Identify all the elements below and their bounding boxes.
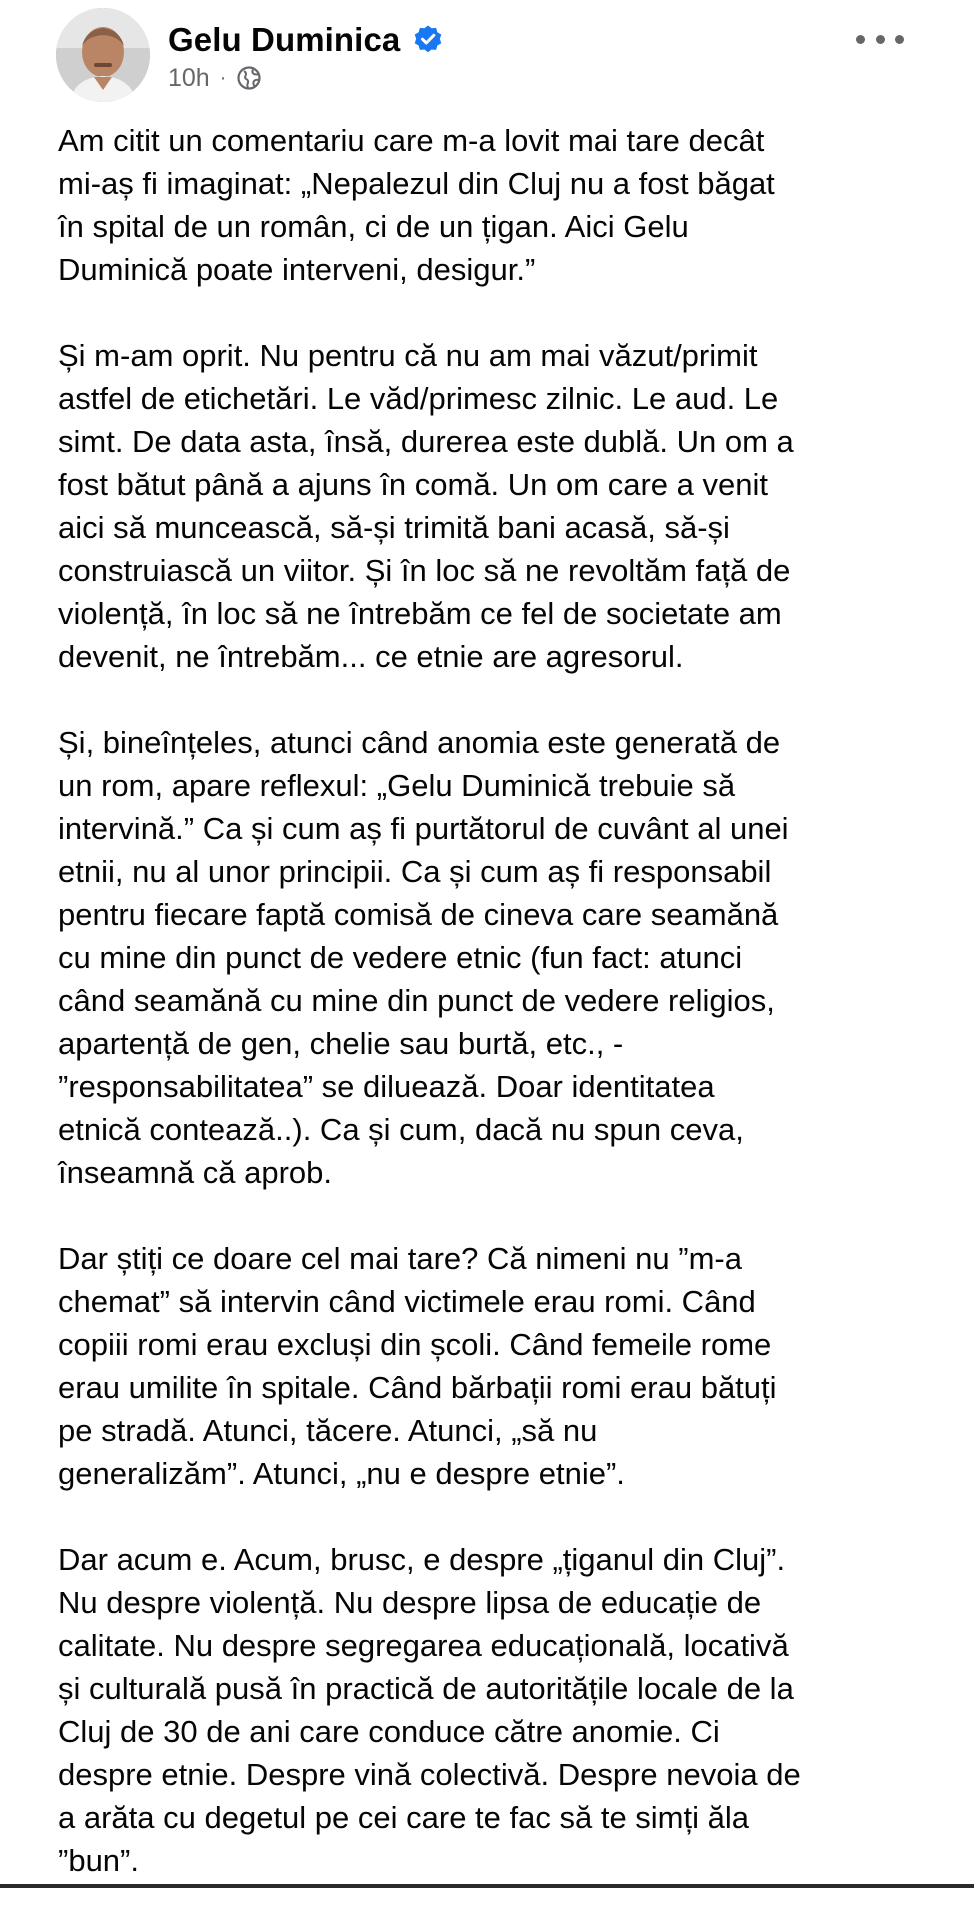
post-paragraph: Am citit un comentariu care m-a lovit mai tare decât mi-aș fi imaginat: „Nepalezul din Cluj nu a fost băgat în spital de un român, ci de un țigan. Aici Gelu Duminică poate interveni, desigur.” [58,123,775,287]
post-text [58,119,858,1925]
post-paragraph: Și, bineînțeles, atunci când anomia este generată de un rom, apare reflexul: „Gelu Duminică trebuie să intervină.” Ca și cum aș fi purtătorul de cuvânt al unei etnii, nu al unor principii. Ca și cum aș fi responsabil pentru fiecare faptă comisă de cineva care seamănă cu mine din punct de vedere etnic (fun fact: atunci când seamănă cu mine din punct de vedere religios, apartență de gen, chelie sau burtă, etc., - ”responsabilitatea” se diluează. Doar identitatea etnică contează..). Ca și cum, dacă nu spun ceva, înseamnă că aprob. [58,725,789,1190]
avatar-photo [56,8,150,102]
post-paragraph: Dar acum e. Acum, brusc, e despre „țiganul din Cluj”. Nu despre violență. Nu despre lipsa de educație de calitate. Nu despre segregarea educațională, locativă și culturală pusă în practică de autoritățile locale de la Cluj de 30 de ani care conduce către anomie. Ci despre etnie. Despre vină colectivă. Despre nevoia de a arăta cu degetul pe cei care te fac să te simți ăla ”bun”. [58,1542,801,1878]
post-meta [168,62,262,94]
post-header [0,0,974,110]
more-options-icon-dot [876,35,885,44]
bottom-divider [0,1884,974,1888]
author-name[interactable]: Gelu Duminica [168,21,401,58]
more-options-icon-dot [895,35,904,44]
post-paragraph: Dar știți ce doare cel mai tare? Că nimeni nu ”m-a chemat” să intervin când victimele erau romi. Când copiii romi erau excluși din școli. Când femeile rome erau umilite în spitale. Când bărbații romi erau bătuți pe stradă. Atunci, tăcere. Atunci, „să nu generalizăm”. Atunci, „nu e despre etnie”. [58,1241,777,1491]
verified-badge-icon [412,24,444,56]
meta-separator: · [219,66,227,89]
post-paragraph: Și m-am oprit. Nu pentru că nu am mai văzut/primit astfel de etichetări. Le văd/primesc zilnic. Le aud. Le simt. De data asta, însă, durerea este dublă. Un om a fost bătut până a ajuns în comă. Un om care a venit aici să muncească, să-și trimită bani acasă, să-și construiască un viitor. Și în loc să ne revoltăm față de violență, în loc să ne întrebăm ce fel de societate am devenit, ne întrebăm... ce etnie are agresorul. [58,338,794,674]
globe-icon[interactable] [236,65,262,91]
author-avatar[interactable] [56,8,150,102]
more-options-button[interactable] [856,22,904,56]
post-timestamp[interactable]: 10h [168,63,210,92]
author-row [168,18,444,62]
more-options-icon [856,35,865,44]
